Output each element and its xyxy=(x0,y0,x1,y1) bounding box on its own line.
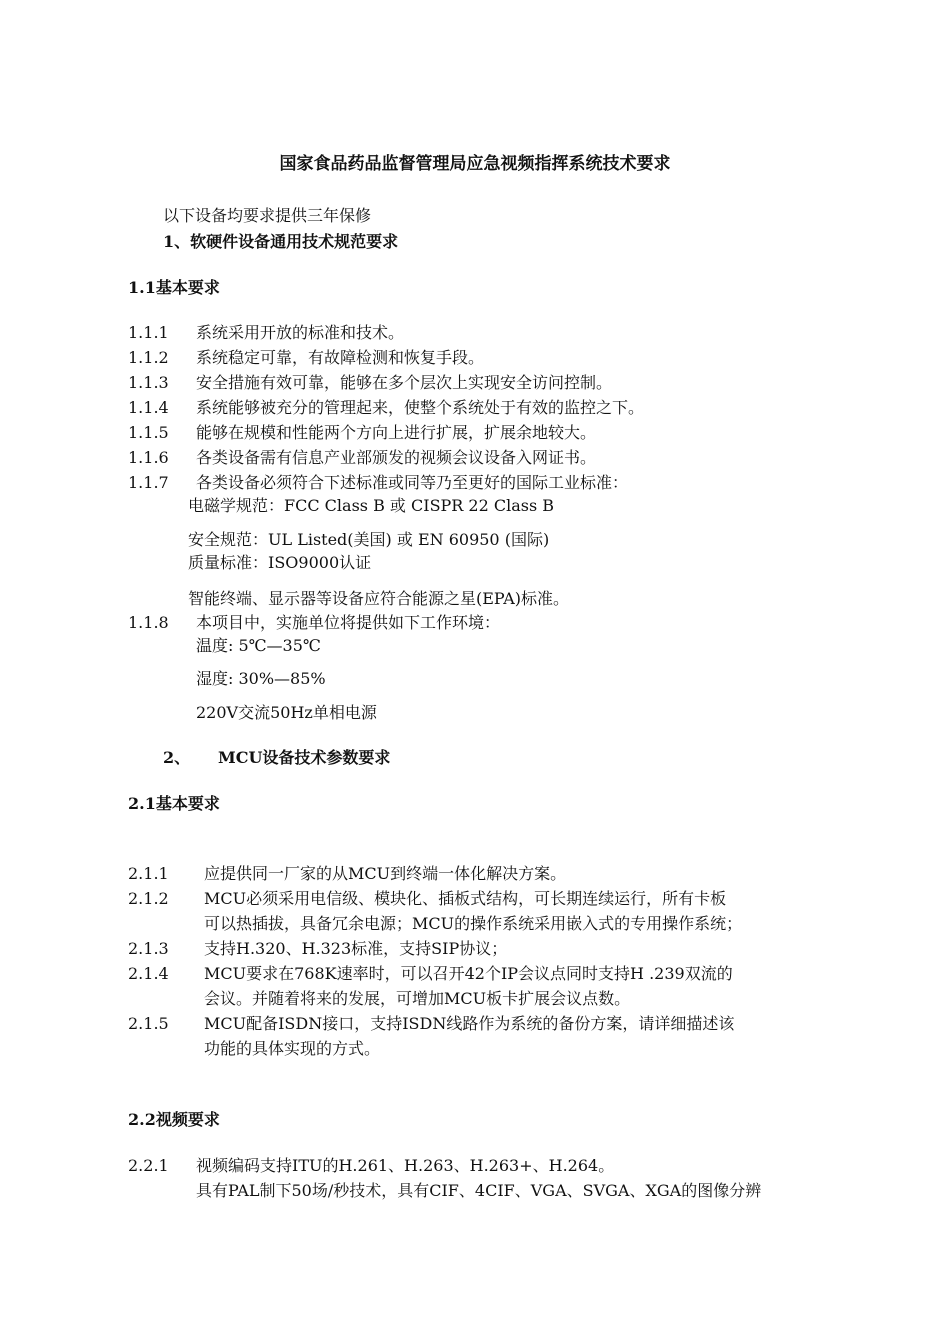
item-number: 2.1.5 xyxy=(128,1014,169,1033)
list-item xyxy=(128,348,484,368)
item-number: 2.1.4 xyxy=(128,964,169,983)
item-number: 2.1.1 xyxy=(128,864,169,883)
list-item xyxy=(128,323,404,343)
item-text: 视频编码支持ITU的H.261、H.263、H.263+、H.264。 xyxy=(196,1156,615,1175)
item-text: 系统采用开放的标准和技术。 xyxy=(196,323,405,342)
document-title: 国家食品药品监督管理局应急视频指挥系统技术要求 xyxy=(279,154,671,174)
item-text: 系统能够被充分的管理起来，使整个系统处于有效的监控之下。 xyxy=(196,398,645,417)
item-number: 1.1.1 xyxy=(128,323,169,342)
item-number: 1.1.5 xyxy=(128,423,169,442)
list-item xyxy=(128,864,566,884)
section-1-heading: 1、软硬件设备通用技术规范要求 xyxy=(163,232,399,251)
item-text: MCU配备ISDN接口，支持ISDN线路作为系统的备份方案，请详细描述该 xyxy=(204,1014,735,1033)
list-item xyxy=(128,398,644,418)
list-item xyxy=(128,448,596,468)
item-text: 能够在规模和性能两个方向上进行扩展，扩展余地较大。 xyxy=(196,423,597,442)
env-power: 220V交流50Hz单相电源 xyxy=(196,703,377,722)
item-number: 2.1.2 xyxy=(128,889,169,908)
list-item xyxy=(128,423,596,443)
section-1-1-heading: 1.1基本要求 xyxy=(128,278,220,297)
section-2-title: MCU设备技术参数要求 xyxy=(218,748,391,767)
warranty-note: 以下设备均要求提供三年保修 xyxy=(163,206,372,225)
env-humidity: 湿度: 30%—85% xyxy=(196,669,326,688)
item-number: 1.1.6 xyxy=(128,448,169,467)
item-text-continuation: 功能的具体实现的方式。 xyxy=(204,1039,381,1058)
item-number: 1.1.7 xyxy=(128,473,169,492)
item-text: 本项目中，实施单位将提供如下工作环境： xyxy=(196,613,501,632)
item-text: 支持H.320、H.323标准，支持SIP协议； xyxy=(204,939,508,958)
item-text-continuation: 会议。并随着将来的发展，可增加MCU板卡扩展会议点数。 xyxy=(204,989,631,1008)
list-item xyxy=(128,613,500,633)
item-text: 各类设备必须符合下述标准或同等乃至更好的国际工业标准： xyxy=(196,473,629,492)
list-item xyxy=(128,473,628,493)
list-item xyxy=(128,373,612,393)
item-text: 系统稳定可靠，有故障检测和恢复手段。 xyxy=(196,348,485,367)
item-number: 1.1.8 xyxy=(128,613,169,632)
standard-quality: 质量标准：ISO9000认证 xyxy=(188,553,372,572)
item-text: 应提供同一厂家的从MCU到终端一体化解决方案。 xyxy=(204,864,567,883)
item-text-continuation: 具有PAL制下50场/秒技术，具有CIF、4CIF、VGA、SVGA、XGA的图像分辨 xyxy=(196,1181,762,1200)
section-2-2-heading: 2.2视频要求 xyxy=(128,1110,220,1129)
item-number: 1.1.4 xyxy=(128,398,169,417)
list-item xyxy=(128,1156,614,1176)
item-text-continuation: 可以热插拔，具备冗余电源；MCU的操作系统采用嵌入式的专用操作系统； xyxy=(204,914,743,933)
item-number: 2.1.3 xyxy=(128,939,169,958)
item-number: 2.2.1 xyxy=(128,1156,169,1175)
standard-epa: 智能终端、显示器等设备应符合能源之星(EPA)标准。 xyxy=(188,589,570,608)
item-number: 1.1.2 xyxy=(128,348,169,367)
list-item xyxy=(128,889,726,909)
item-text: MCU要求在768K速率时，可以召开42个IP会议点同时支持H .239双流的 xyxy=(204,964,733,983)
item-number: 1.1.3 xyxy=(128,373,169,392)
list-item xyxy=(128,939,507,959)
standard-emc: 电磁学规范：FCC Class B 或 CISPR 22 Class B xyxy=(188,496,555,515)
section-2-heading xyxy=(163,748,390,768)
section-2-1-heading: 2.1基本要求 xyxy=(128,794,220,813)
section-2-number: 2、 xyxy=(163,748,191,767)
standard-safety: 安全规范：UL Listed(美国) 或 EN 60950 (国际) xyxy=(188,530,550,549)
item-text: 安全措施有效可靠，能够在多个层次上实现安全访问控制。 xyxy=(196,373,613,392)
env-temperature: 温度: 5℃—35℃ xyxy=(196,636,321,655)
list-item xyxy=(128,1014,734,1034)
list-item xyxy=(128,964,733,984)
item-text: MCU必须采用电信级、模块化、插板式结构，可长期连续运行，所有卡板 xyxy=(204,889,727,908)
item-text: 各类设备需有信息产业部颁发的视频会议设备入网证书。 xyxy=(196,448,597,467)
